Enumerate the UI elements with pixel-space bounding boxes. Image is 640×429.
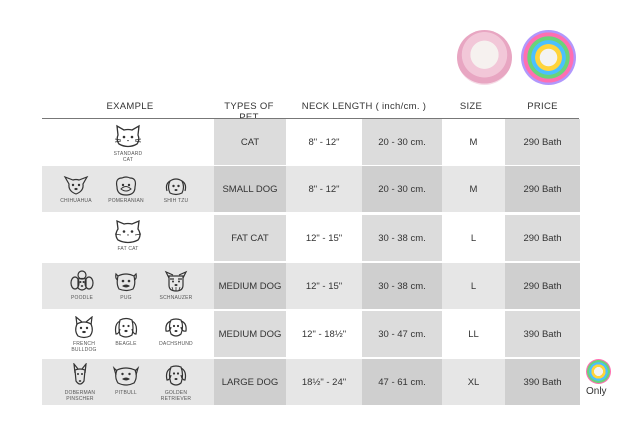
example-cell: [42, 215, 214, 261]
pet-schnauzer: [154, 270, 198, 301]
neck-inch-cell: 8" - 12": [308, 136, 340, 148]
pet-label: CHIHUAHUA: [60, 198, 92, 204]
pet-french-bulldog: [64, 316, 104, 353]
pet-label: DACHSHUND: [159, 341, 193, 347]
pet-pitbull: [104, 363, 148, 396]
neck-cm-cell: 47 - 61 cm.: [362, 359, 442, 405]
product-thumbnail: [586, 359, 611, 384]
neck-inch-cell: 18½" - 24": [301, 376, 347, 388]
price-cell: 290 Bath: [505, 215, 580, 261]
beagle-icon: [113, 316, 139, 340]
pet-label: POODLE: [70, 295, 94, 301]
pet-label: SCHNAUZER: [159, 295, 193, 301]
header-neck: NECK LENGTH ( inch/cm. ): [301, 101, 427, 112]
pet-label: DOBERMAN PINSCHER: [64, 390, 96, 402]
header-size: SIZE: [459, 101, 483, 112]
doberman-icon: [67, 363, 93, 389]
neck-inch-cell: 12" - 15": [305, 232, 343, 244]
type-cell: SMALL DOG: [214, 166, 286, 212]
size-cell: XL: [467, 376, 480, 388]
pet-label: PITBULL: [115, 390, 137, 396]
golden-retriever-icon: [163, 363, 189, 389]
pet-pug: [106, 270, 146, 301]
pug-icon: [113, 270, 139, 294]
table-row: [42, 359, 580, 405]
neck-inch-cell: 8" - 12": [308, 183, 340, 195]
neck-cm-cell: 30 - 38 cm.: [362, 263, 442, 309]
pet-fat-cat: [108, 219, 148, 252]
product-photo-cat: [457, 30, 512, 85]
only-note: Only: [586, 386, 607, 397]
pet-label: SHIH TZU: [163, 198, 189, 204]
header-price: PRICE: [527, 101, 558, 112]
size-cell: L: [470, 232, 477, 244]
type-cell: MEDIUM DOG: [214, 311, 286, 357]
table-row: [42, 166, 580, 212]
product-photo-flower-collar: [521, 30, 576, 85]
schnauzer-icon: [163, 270, 189, 294]
fat-cat-icon: [113, 219, 143, 245]
pomeranian-icon: [113, 175, 139, 197]
header-type: TYPES OF: [224, 101, 274, 112]
shih-tzu-icon: [163, 175, 189, 197]
french-bulldog-icon: [71, 316, 97, 340]
pet-dachshund: [152, 316, 200, 347]
pet-label: STANDARD CAT: [113, 151, 143, 163]
price-cell: 390 Bath: [505, 311, 580, 357]
pet-label: POMERANIAN: [108, 198, 144, 204]
pitbull-icon: [112, 363, 140, 389]
example-cell: [42, 119, 214, 165]
price-cell: 290 Bath: [505, 119, 580, 165]
example-cell: [42, 263, 214, 309]
size-cell: L: [470, 280, 477, 292]
example-cell: [42, 311, 214, 357]
chihuahua-icon: [63, 175, 89, 197]
price-cell: 390 Bath: [505, 359, 580, 405]
example-cell: [42, 359, 214, 405]
size-cell: M: [469, 183, 478, 195]
type-cell: CAT: [214, 119, 286, 165]
poodle-icon: [69, 270, 95, 294]
neck-inch-cell: 12" - 18½": [301, 328, 347, 340]
neck-inch-cell: 12" - 15": [305, 280, 343, 292]
neck-cm-cell: 30 - 47 cm.: [362, 311, 442, 357]
neck-cm-cell: 20 - 30 cm.: [362, 119, 442, 165]
pet-golden-retriever: [154, 363, 198, 402]
type-cell: FAT CAT: [214, 215, 286, 261]
type-cell: LARGE DOG: [214, 359, 286, 405]
price-cell: 290 Bath: [505, 263, 580, 309]
dachshund-icon: [163, 316, 189, 340]
pet-chihuahua: [56, 175, 96, 204]
pet-shih-tzu: [156, 175, 196, 204]
cat-icon: [113, 124, 143, 150]
pet-poodle: [62, 270, 102, 301]
pet-standard-cat: [108, 124, 148, 163]
pet-pomeranian: [106, 175, 146, 204]
pet-label: GOLDEN RETRIEVER: [160, 390, 192, 402]
table-row: [42, 215, 580, 261]
pet-doberman-pinscher: [58, 363, 102, 402]
size-cell: M: [469, 136, 478, 148]
pet-beagle: [106, 316, 146, 347]
table-row: [42, 311, 580, 357]
table-row: [42, 263, 580, 309]
pet-label: PUG: [120, 295, 132, 301]
header-example: EXAMPLE: [106, 101, 154, 112]
pet-label: FRENCH BULLDOG: [71, 341, 97, 353]
type-cell: MEDIUM DOG: [214, 263, 286, 309]
pet-label: FAT CAT: [117, 246, 139, 252]
neck-cm-cell: 30 - 38 cm.: [362, 215, 442, 261]
neck-cm-cell: 20 - 30 cm.: [362, 166, 442, 212]
pet-label: BEAGLE: [115, 341, 137, 347]
size-cell: LL: [468, 328, 479, 340]
example-cell: [42, 166, 214, 212]
price-cell: 290 Bath: [505, 166, 580, 212]
table-row: [42, 119, 580, 165]
